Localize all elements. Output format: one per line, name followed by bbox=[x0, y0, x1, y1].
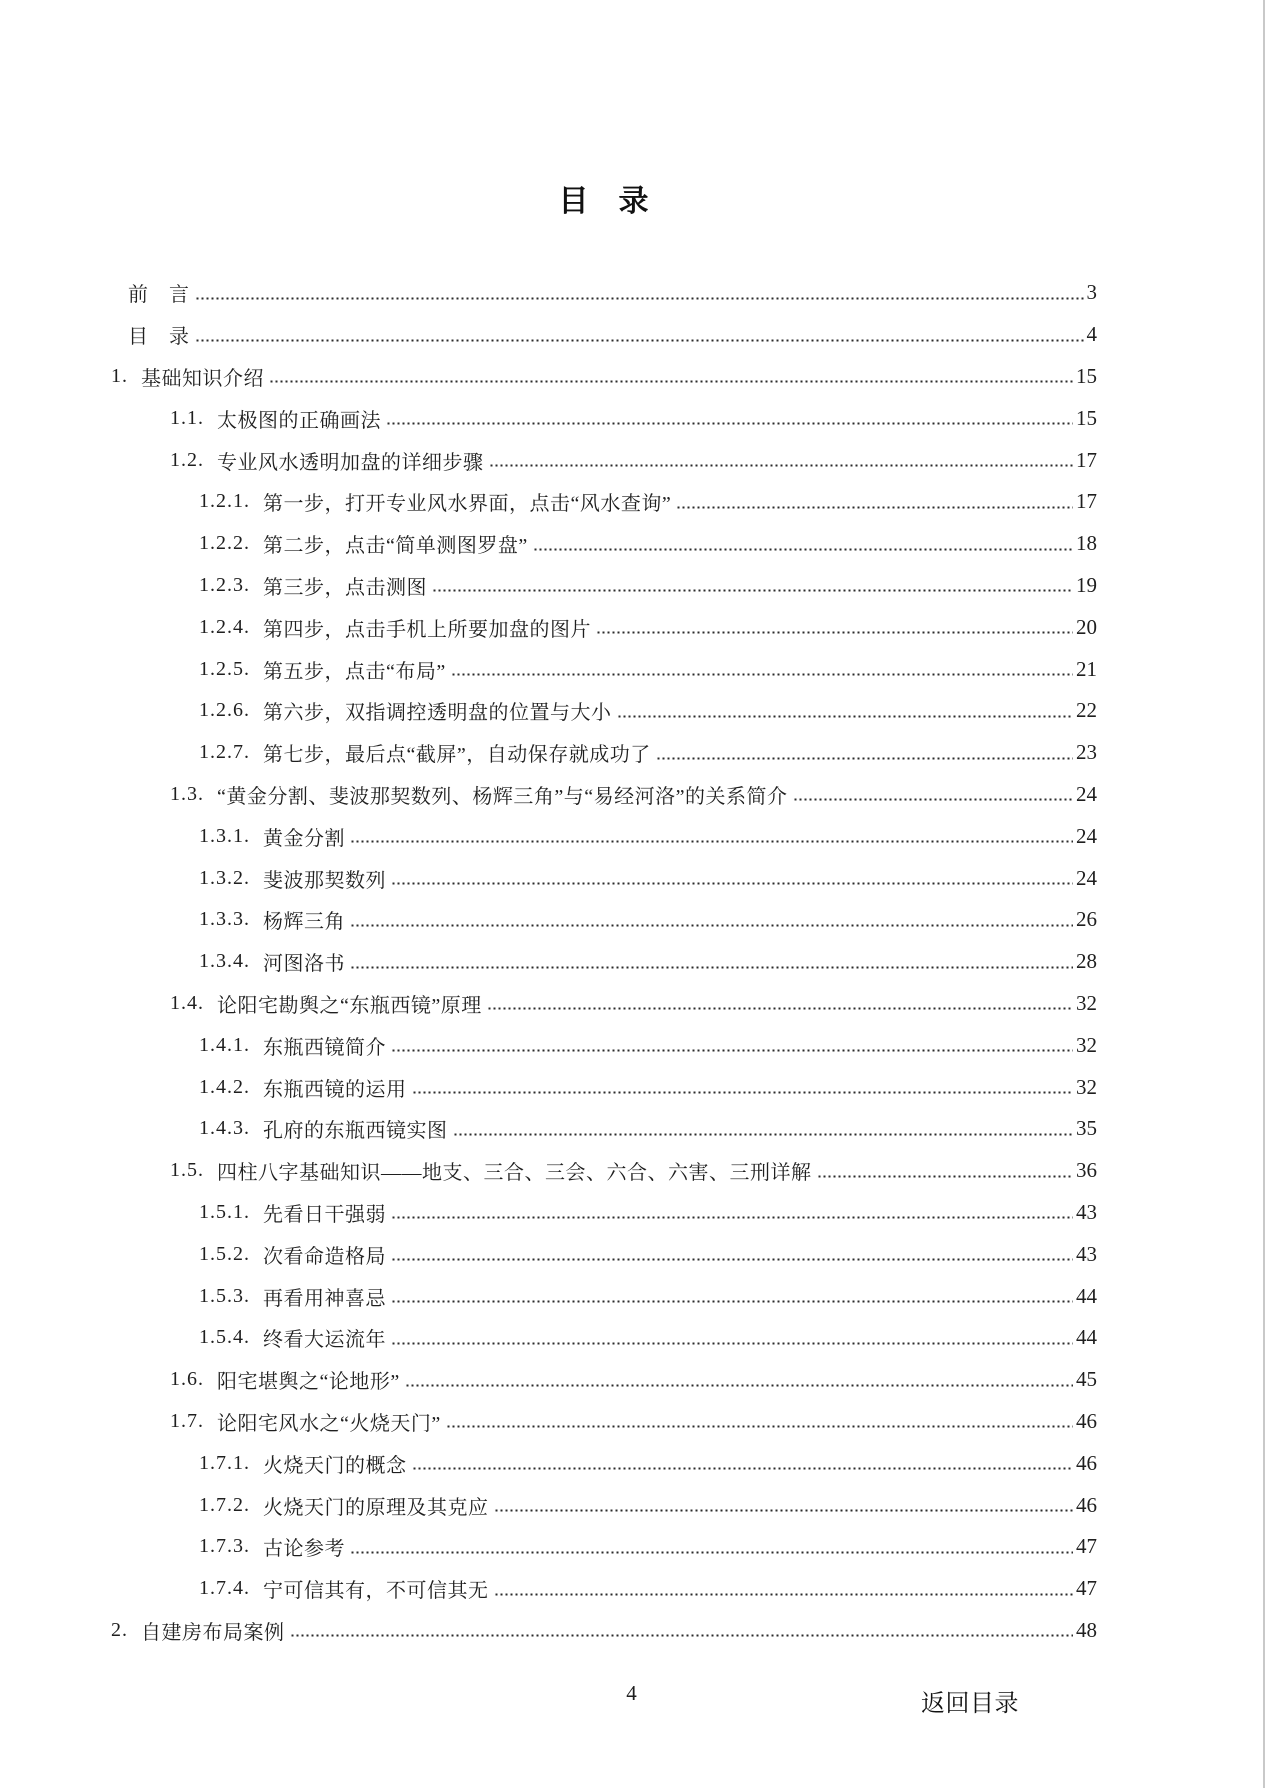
dot-leader bbox=[350, 924, 1073, 927]
toc-entry-number: 1.5.4. bbox=[199, 1326, 250, 1349]
toc-entry[interactable] bbox=[110, 397, 1097, 439]
dot-leader bbox=[487, 1007, 1073, 1010]
toc-entry-label: 四柱八字基础知识——地支、三合、三会、六合、六害、三刑详解 bbox=[217, 1162, 812, 1185]
dot-leader bbox=[451, 673, 1073, 676]
toc-entry-page: 32 bbox=[1076, 1032, 1097, 1057]
toc-entry-page: 48 bbox=[1076, 1617, 1097, 1642]
toc-entry-page: 47 bbox=[1076, 1534, 1097, 1559]
toc-entry[interactable] bbox=[110, 1275, 1097, 1317]
toc-entry[interactable] bbox=[110, 272, 1097, 314]
toc-entry-page: 43 bbox=[1076, 1241, 1097, 1266]
dot-leader bbox=[793, 798, 1073, 801]
toc-entry-label: 终看大运流年 bbox=[263, 1329, 386, 1352]
toc-entry-number: 1.2.4. bbox=[199, 615, 250, 638]
toc-entry[interactable] bbox=[110, 1024, 1097, 1066]
toc-entry[interactable] bbox=[110, 565, 1097, 607]
toc-entry-page: 19 bbox=[1076, 572, 1097, 597]
toc-entry[interactable] bbox=[110, 815, 1097, 857]
toc-entry-page: 21 bbox=[1076, 656, 1097, 681]
toc-entry-number: 1.4.1. bbox=[199, 1033, 250, 1056]
toc-entry-number: 1.5.2. bbox=[199, 1242, 250, 1265]
toc-entry[interactable] bbox=[110, 690, 1097, 732]
toc-entry-label: 第六步，双指调控透明盘的位置与大小 bbox=[263, 702, 612, 725]
toc-entry-number: 1.3.1. bbox=[199, 824, 250, 847]
toc-entry-page: 24 bbox=[1076, 865, 1097, 890]
toc-entry[interactable] bbox=[110, 983, 1097, 1025]
toc-entry-label: 再看用神喜忌 bbox=[263, 1287, 386, 1310]
toc-entry-number: 1.2.5. bbox=[199, 657, 250, 680]
toc-entry-label: 第三步，点击测图 bbox=[263, 576, 427, 599]
toc-entry[interactable] bbox=[110, 1108, 1097, 1150]
toc-entry-page: 45 bbox=[1076, 1367, 1097, 1392]
toc-entry-number: 1.2.2. bbox=[199, 532, 250, 555]
dot-leader bbox=[446, 1425, 1073, 1428]
toc-entry-number: 1.3. bbox=[170, 782, 204, 805]
toc-entry-number: 1. bbox=[111, 364, 128, 387]
toc-entry-number: 1.2.1. bbox=[199, 490, 250, 513]
page-title: 目 录 bbox=[558, 185, 649, 218]
toc-entry-page: 28 bbox=[1076, 949, 1097, 974]
toc-entry[interactable] bbox=[110, 356, 1097, 398]
toc-entry-page: 32 bbox=[1076, 1074, 1097, 1099]
toc-entry[interactable] bbox=[110, 1442, 1097, 1484]
dot-leader bbox=[391, 882, 1073, 885]
toc-entry-page: 17 bbox=[1076, 489, 1097, 514]
toc-entry-label: 宁可信其有，不可信其无 bbox=[263, 1580, 489, 1603]
toc-entry-page: 36 bbox=[1076, 1158, 1097, 1183]
toc-entry-page: 22 bbox=[1076, 698, 1097, 723]
toc-entry-label: 火烧天门的原理及其克应 bbox=[263, 1496, 489, 1519]
toc-entry-number: 1.6. bbox=[170, 1368, 204, 1391]
toc-entry-number: 1.4.3. bbox=[199, 1117, 250, 1140]
toc-entry-page: 20 bbox=[1076, 614, 1097, 639]
toc-entry-page: 3 bbox=[1086, 280, 1097, 305]
toc-entry[interactable] bbox=[110, 1317, 1097, 1359]
toc-entry-label: “黄金分割、斐波那契数列、杨辉三角”与“易经河洛”的关系简介 bbox=[217, 785, 788, 808]
toc-entry-number: 1.2.3. bbox=[199, 573, 250, 596]
toc-entry[interactable] bbox=[110, 1484, 1097, 1526]
dot-leader bbox=[405, 1384, 1073, 1387]
toc-entry-label: 论阳宅勘舆之“东瓶西镜”原理 bbox=[217, 994, 482, 1017]
toc-entry-number: 1.5. bbox=[170, 1159, 204, 1182]
toc-entry-page: 23 bbox=[1076, 740, 1097, 765]
toc-entry-number: 1.1. bbox=[170, 406, 204, 429]
dot-leader bbox=[453, 1133, 1074, 1136]
toc-entry-label: 基础知识介绍 bbox=[141, 367, 264, 390]
toc-entry-page: 44 bbox=[1076, 1325, 1097, 1350]
dot-leader bbox=[533, 548, 1073, 551]
toc-entry-label: 阳宅堪舆之“论地形” bbox=[217, 1371, 400, 1394]
toc-entry-number: 1.5.1. bbox=[199, 1200, 250, 1223]
toc-entry-label: 第四步，点击手机上所要加盘的图片 bbox=[263, 618, 591, 641]
toc-entry-page: 24 bbox=[1076, 781, 1097, 806]
toc-entry-label: 目 录 bbox=[128, 326, 190, 349]
toc-entry[interactable] bbox=[110, 1066, 1097, 1108]
toc-entry-number: 1.3.4. bbox=[199, 950, 250, 973]
toc-entry-label: 河图洛书 bbox=[263, 953, 345, 976]
toc-entry-label: 杨辉三角 bbox=[263, 911, 345, 934]
toc-entry-label: 自建房布局案例 bbox=[141, 1621, 285, 1644]
dot-leader bbox=[412, 1467, 1074, 1470]
dot-leader bbox=[391, 1258, 1073, 1261]
dot-leader bbox=[269, 380, 1073, 383]
toc-entry[interactable] bbox=[110, 1233, 1097, 1275]
dot-leader bbox=[432, 589, 1073, 592]
toc-list bbox=[110, 272, 1097, 1651]
toc-entry-label: 专业风水透明加盘的详细步骤 bbox=[217, 451, 484, 474]
toc-entry-label: 东瓶西镜的运用 bbox=[263, 1078, 407, 1101]
dot-leader bbox=[391, 1300, 1073, 1303]
toc-content bbox=[110, 186, 1097, 1651]
dot-leader bbox=[596, 631, 1073, 634]
toc-entry-page: 47 bbox=[1076, 1576, 1097, 1601]
toc-entry-page: 44 bbox=[1076, 1283, 1097, 1308]
toc-entry-number: 1.3.2. bbox=[199, 866, 250, 889]
dot-leader bbox=[391, 1049, 1073, 1052]
toc-entry-label: 次看命造格局 bbox=[263, 1245, 386, 1268]
toc-entry-label: 第五步，点击“布局” bbox=[263, 660, 446, 683]
toc-entry-number: 1.2.6. bbox=[199, 699, 250, 722]
toc-entry[interactable] bbox=[110, 941, 1097, 983]
toc-entry-label: 孔府的东瓶西镜实图 bbox=[263, 1120, 448, 1143]
toc-entry-page: 24 bbox=[1076, 823, 1097, 848]
dot-leader bbox=[494, 1509, 1074, 1512]
toc-entry-page: 15 bbox=[1076, 405, 1097, 430]
toc-entry-label: 黄金分割 bbox=[263, 827, 345, 850]
toc-entry[interactable] bbox=[110, 1401, 1097, 1443]
toc-entry-label: 太极图的正确画法 bbox=[217, 409, 381, 432]
dot-leader bbox=[290, 1634, 1074, 1637]
toc-entry-label: 火烧天门的概念 bbox=[263, 1454, 407, 1477]
dot-leader bbox=[350, 840, 1073, 843]
dot-leader bbox=[391, 1216, 1073, 1219]
toc-entry-number: 1.7.2. bbox=[199, 1493, 250, 1516]
toc-entry-number: 1.5.3. bbox=[199, 1284, 250, 1307]
toc-entry-number: 1.7.3. bbox=[199, 1535, 250, 1558]
toc-entry-number: 2. bbox=[111, 1618, 128, 1641]
toc-entry-page: 15 bbox=[1076, 363, 1097, 388]
toc-entry-page: 35 bbox=[1076, 1116, 1097, 1141]
toc-entry-label: 第一步，打开专业风水界面，点击“风水查询” bbox=[263, 493, 672, 516]
dot-leader bbox=[350, 966, 1073, 969]
toc-entry-label: 前 言 bbox=[128, 284, 190, 307]
toc-entry[interactable] bbox=[110, 648, 1097, 690]
toc-entry[interactable] bbox=[110, 314, 1097, 356]
toc-entry[interactable] bbox=[110, 1526, 1097, 1568]
dot-leader bbox=[617, 715, 1074, 718]
toc-entry[interactable] bbox=[110, 857, 1097, 899]
toc-entry-number: 1.7.1. bbox=[199, 1451, 250, 1474]
toc-entry-page: 46 bbox=[1076, 1408, 1097, 1433]
dot-leader bbox=[195, 339, 1084, 342]
toc-entry-number: 1.3.3. bbox=[199, 908, 250, 931]
dot-leader bbox=[391, 1342, 1073, 1345]
dot-leader bbox=[412, 1091, 1074, 1094]
page-right-edge bbox=[1263, 0, 1265, 1788]
toc-entry-number: 1.2.7. bbox=[199, 741, 250, 764]
dot-leader bbox=[350, 1551, 1073, 1554]
footer-page-number: 4 bbox=[626, 1681, 637, 1705]
toc-entry-label: 先看日干强弱 bbox=[263, 1203, 386, 1226]
dot-leader bbox=[676, 506, 1073, 509]
toc-entry-page: 26 bbox=[1076, 907, 1097, 932]
dot-leader bbox=[386, 422, 1073, 425]
toc-entry-label: 斐波那契数列 bbox=[263, 869, 386, 892]
toc-entry[interactable] bbox=[110, 523, 1097, 565]
toc-entry-label: 第七步，最后点“截屏”，自动保存就成功了 bbox=[263, 744, 651, 767]
toc-entry-page: 46 bbox=[1076, 1450, 1097, 1475]
toc-entry-label: 东瓶西镜简介 bbox=[263, 1036, 386, 1059]
toc-entry[interactable] bbox=[110, 439, 1097, 481]
dot-leader bbox=[195, 297, 1084, 300]
toc-entry-page: 46 bbox=[1076, 1492, 1097, 1517]
toc-entry-page: 32 bbox=[1076, 990, 1097, 1015]
toc-entry-number: 1.4. bbox=[170, 991, 204, 1014]
toc-entry[interactable] bbox=[110, 774, 1097, 816]
toc-entry-page: 4 bbox=[1086, 322, 1097, 347]
toc-entry[interactable] bbox=[110, 1568, 1097, 1610]
toc-entry-page: 43 bbox=[1076, 1199, 1097, 1224]
dot-leader bbox=[489, 464, 1074, 467]
toc-entry[interactable] bbox=[110, 1150, 1097, 1192]
toc-entry-page: 17 bbox=[1076, 447, 1097, 472]
toc-entry-label: 第二步，点击“简单测图罗盘” bbox=[263, 535, 528, 558]
toc-entry-number: 1.7.4. bbox=[199, 1577, 250, 1600]
toc-entry[interactable] bbox=[110, 481, 1097, 523]
toc-entry[interactable] bbox=[110, 1610, 1097, 1652]
toc-entry-page: 18 bbox=[1076, 531, 1097, 556]
dot-leader bbox=[494, 1593, 1074, 1596]
back-to-toc-link[interactable]: 返回目录 bbox=[921, 1690, 1019, 1717]
toc-entry-number: 1.2. bbox=[170, 448, 204, 471]
toc-entry[interactable] bbox=[110, 1192, 1097, 1234]
dot-leader bbox=[656, 757, 1073, 760]
toc-entry-number: 1.4.2. bbox=[199, 1075, 250, 1098]
toc-entry[interactable] bbox=[110, 606, 1097, 648]
toc-entry-label: 论阳宅风水之“火烧天门” bbox=[217, 1412, 441, 1435]
toc-entry-label: 古论参考 bbox=[263, 1538, 345, 1561]
toc-entry[interactable] bbox=[110, 1359, 1097, 1401]
toc-entry[interactable] bbox=[110, 732, 1097, 774]
dot-leader bbox=[817, 1175, 1074, 1178]
toc-entry[interactable] bbox=[110, 899, 1097, 941]
toc-entry-number: 1.7. bbox=[170, 1409, 204, 1432]
